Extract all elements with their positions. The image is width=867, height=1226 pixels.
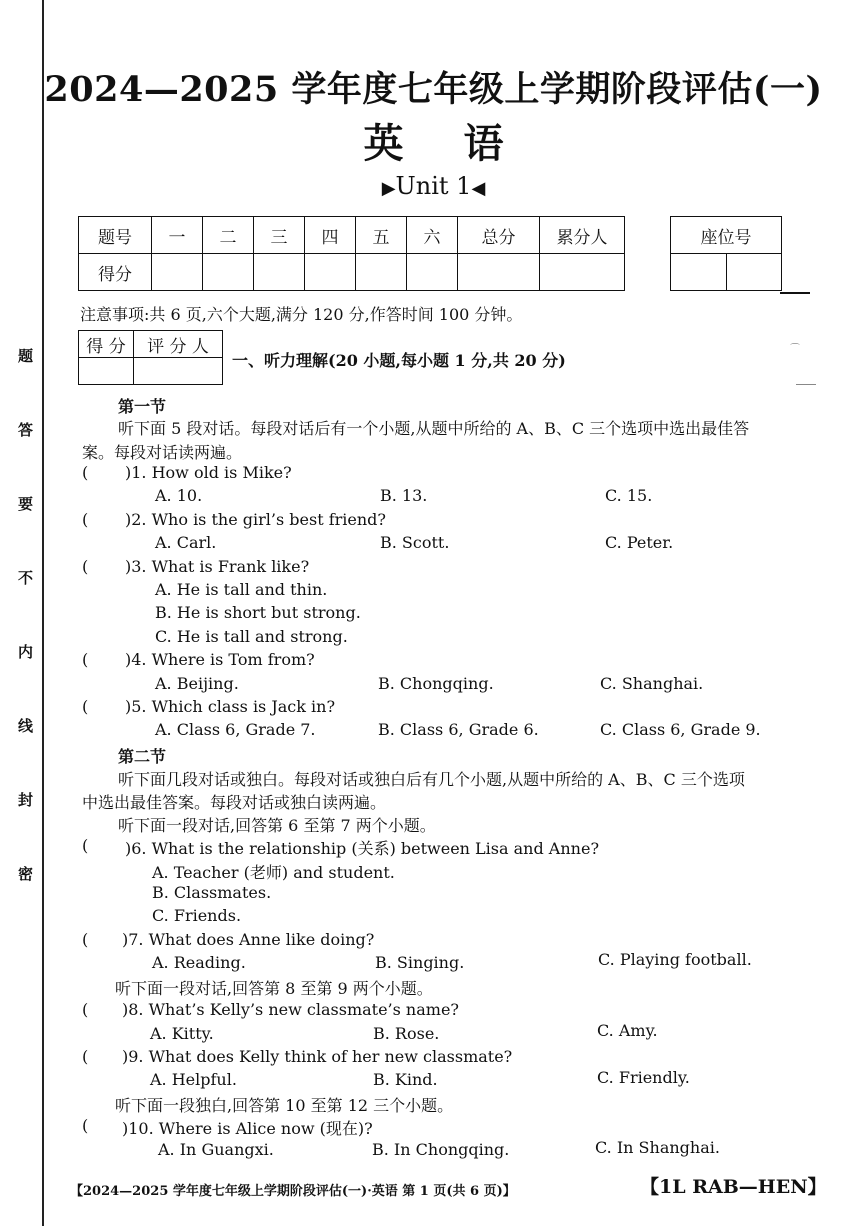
option: A. Class 6, Grade 7. — [155, 720, 316, 739]
grader-name-input[interactable] — [134, 358, 223, 385]
seat-table — [670, 216, 782, 291]
side-char: 要 — [18, 495, 34, 513]
option: C. Playing football. — [598, 950, 752, 969]
sub-instruction: 听下面一段对话,回答第 6 至第 7 两个小题。 — [118, 816, 436, 835]
option: B. Classmates. — [152, 883, 272, 902]
sub-instruction: 听下面一段对话,回答第 8 至第 9 两个小题。 — [115, 979, 433, 998]
grader-score-label: 得 分 — [79, 331, 134, 358]
option: C. Amy. — [597, 1021, 658, 1040]
section1-heading: 第一节 — [118, 397, 167, 416]
section2-heading: 第二节 — [118, 747, 167, 766]
score-cell: 二 — [203, 217, 254, 254]
exam-title: 2024—2025 学年度七年级上学期阶段评估(一) — [44, 69, 823, 110]
unit-text: Unit 1 — [395, 172, 472, 200]
score-cell: 六 — [407, 217, 458, 254]
option: C. 15. — [605, 486, 653, 505]
score-cell: 三 — [254, 217, 305, 254]
option: A. Beijing. — [155, 674, 239, 693]
side-char: 不 — [18, 569, 34, 587]
exam-notice: 注意事项:共 6 页,六个大题,满分 120 分,作答时间 100 分钟。 — [80, 305, 523, 324]
score-input-cell[interactable] — [203, 254, 254, 291]
sub-instruction: 听下面一段独白,回答第 10 至第 12 三个小题。 — [115, 1096, 454, 1115]
answer-paren[interactable]: ( — [82, 650, 89, 669]
question-stem: )5. Which class is Jack in? — [125, 697, 336, 716]
question-stem: )6. What is the relationship (关系) between Lisa and Anne? — [125, 839, 600, 858]
divider — [780, 292, 810, 294]
section2-instruction: 听下面几段对话或独白。每段对话或独白后有几个小题,从题中所给的 A、B、C 三个选项 — [118, 770, 745, 789]
section1-instruction: 案。每段对话读两遍。 — [82, 443, 243, 462]
part1-title: 一、听力理解(20 小题,每小题 1 分,共 20 分) — [232, 351, 566, 370]
answer-paren[interactable]: ( — [82, 697, 89, 716]
option: A. He is tall and thin. — [155, 580, 328, 599]
question-stem: )8. What’s Kelly’s new classmate’s name? — [122, 1000, 459, 1019]
answer-paren[interactable]: ( — [82, 930, 89, 949]
score-input-cell[interactable] — [152, 254, 203, 291]
seat-input-cell[interactable] — [671, 254, 727, 291]
triangle-right-icon: ▶ — [381, 178, 396, 199]
scan-mark: ⌒ — [790, 344, 800, 355]
question-stem: )2. Who is the girl’s best friend? — [125, 510, 386, 529]
question-stem: )3. What is Frank like? — [125, 557, 310, 576]
score-cell: 四 — [305, 217, 356, 254]
side-char: 密 — [18, 865, 34, 883]
answer-paren[interactable]: ( — [82, 1047, 89, 1066]
option: B. Rose. — [373, 1024, 440, 1043]
exam-code: 【1L RAB—HEN】 — [640, 1176, 827, 1198]
answer-paren[interactable]: ( — [82, 1000, 89, 1019]
option: C. Friendly. — [597, 1068, 690, 1087]
question-stem: )9. What does Kelly think of her new classmate? — [122, 1047, 513, 1066]
option: C. In Shanghai. — [595, 1138, 720, 1157]
seat-label: 座位号 — [671, 217, 782, 254]
score-cell: 五 — [356, 217, 407, 254]
side-char: 答 — [18, 421, 34, 439]
option: C. Peter. — [605, 533, 674, 552]
option: C. He is tall and strong. — [155, 627, 348, 646]
option: A. 10. — [155, 486, 203, 505]
option: B. Class 6, Grade 6. — [378, 720, 539, 739]
score-row-label: 得分 — [79, 254, 152, 291]
side-char: 封 — [18, 791, 34, 809]
question-stem: )1. How old is Mike? — [125, 463, 292, 482]
score-cell: 一 — [152, 217, 203, 254]
grader-score-input[interactable] — [79, 358, 134, 385]
option: B. Chongqing. — [378, 674, 494, 693]
score-input-cell[interactable] — [458, 254, 540, 291]
score-input-cell[interactable] — [305, 254, 356, 291]
side-char: 线 — [18, 717, 34, 735]
option: A. Helpful. — [150, 1070, 237, 1089]
unit-label — [0, 172, 867, 200]
answer-paren[interactable]: ( — [82, 1116, 89, 1135]
score-table-header-row — [79, 217, 625, 254]
score-table — [78, 216, 625, 291]
option: A. Kitty. — [150, 1024, 214, 1043]
score-cell: 总分 — [458, 217, 540, 254]
page-footer: 【2024—2025 学年度七年级上学期阶段评估(一)·英语 第 1 页(共 6 页)】 — [70, 1184, 516, 1199]
score-cell: 累分人 — [540, 217, 625, 254]
subject-title: 英语 — [363, 120, 564, 167]
score-input-cell[interactable] — [407, 254, 458, 291]
option: A. Teacher (老师) and student. — [152, 863, 395, 882]
answer-paren[interactable]: ( — [82, 463, 89, 482]
option: B. Singing. — [375, 953, 465, 972]
score-cell: 题号 — [79, 217, 152, 254]
side-char: 题 — [18, 347, 34, 365]
option: B. Scott. — [380, 533, 450, 552]
section2-instruction: 中选出最佳答案。每段对话或独白读两遍。 — [82, 793, 387, 812]
option: A. Carl. — [155, 533, 217, 552]
option: A. In Guangxi. — [158, 1140, 274, 1159]
question-stem: )10. Where is Alice now (现在)? — [122, 1119, 373, 1138]
grader-name-label: 评 分 人 — [134, 331, 223, 358]
option: B. He is short but strong. — [155, 603, 361, 622]
question-stem: )7. What does Anne like doing? — [122, 930, 375, 949]
score-table-score-row — [79, 254, 625, 291]
score-input-cell[interactable] — [254, 254, 305, 291]
section1-instruction: 听下面 5 段对话。每段对话后有一个小题,从题中所给的 A、B、C 三个选项中选出最佳答 — [118, 419, 750, 438]
option: B. 13. — [380, 486, 428, 505]
question-stem: )4. Where is Tom from? — [125, 650, 315, 669]
answer-paren[interactable]: ( — [82, 510, 89, 529]
answer-paren[interactable]: ( — [82, 836, 89, 855]
option: A. Reading. — [152, 953, 246, 972]
answer-paren[interactable]: ( — [82, 557, 89, 576]
option: C. Shanghai. — [600, 674, 704, 693]
grader-table — [78, 330, 223, 385]
option: B. In Chongqing. — [372, 1140, 510, 1159]
option: B. Kind. — [373, 1070, 438, 1089]
score-input-cell[interactable] — [356, 254, 407, 291]
score-input-cell[interactable] — [540, 254, 625, 291]
option: C. Class 6, Grade 9. — [600, 720, 761, 739]
side-char: 内 — [18, 643, 34, 661]
triangle-left-icon: ◀ — [471, 178, 486, 199]
seat-input-cell[interactable] — [726, 254, 782, 291]
option: C. Friends. — [152, 906, 242, 925]
scan-mark — [796, 384, 816, 385]
